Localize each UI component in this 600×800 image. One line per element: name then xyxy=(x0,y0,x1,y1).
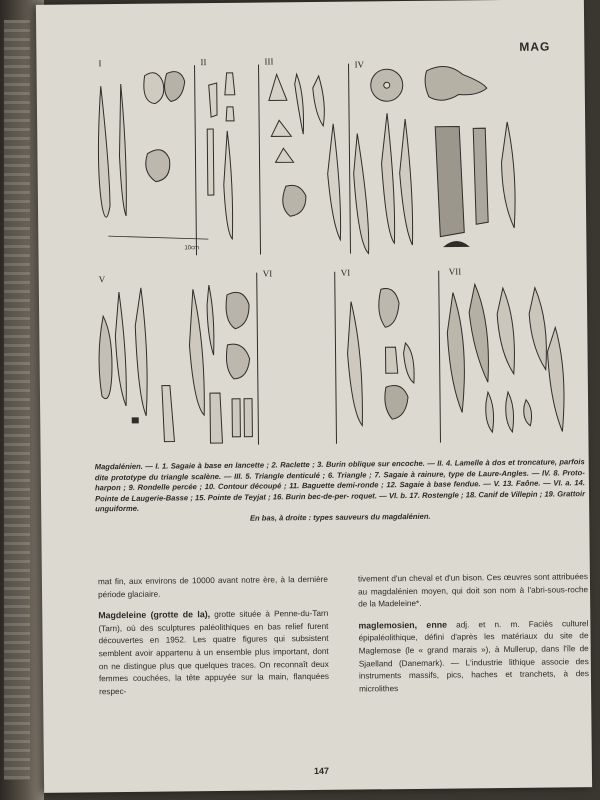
caption-line: scalène. — III. 5. Triangle denticulé ; 6. Triangle ; 7. Sagaie à rainure, type de xyxy=(191,468,479,481)
scale-bar xyxy=(108,235,208,240)
scale-label: 10cm xyxy=(184,245,200,252)
entry-headword: maglemosien, enne xyxy=(358,619,447,631)
artifact-bladelet xyxy=(225,73,235,95)
artifact-point xyxy=(119,84,127,216)
divider xyxy=(335,272,337,444)
artifact-grattoir-unguiforme xyxy=(385,385,408,419)
artifact-bladelet xyxy=(226,107,234,121)
caption-line: Magdalénien. — I. 1. Sagaie à base en lancette ; 2. Raclette ; 3. Burin oblique sur xyxy=(94,459,392,472)
artifact-pointe-teyjat xyxy=(226,344,250,379)
artifact-burin xyxy=(146,150,170,182)
divider xyxy=(257,273,259,445)
artifact-blade xyxy=(529,288,547,370)
artifact-fragment xyxy=(403,343,414,383)
section-label: V xyxy=(98,274,106,285)
entry-body: adj. et n. m. Faciès culturel épipaléolithique, défini d'après les matériaux du site de Maglemose (le « grand marais »), à Mullerup, dans l'île de Sjaelland (Danemark). — L'industrie lithique associe des instruments massifs, pics, haches et tranchets, à des microlithes xyxy=(358,618,589,694)
artifact-baguette-demi-ronde xyxy=(435,126,464,236)
section-label: VI xyxy=(340,267,351,278)
caption-line: Laure-Angles. — IV. 8. Proto-harpon ; 9. Rondelle percée ; 10. Contour découpé ; xyxy=(94,467,585,493)
artifact-fragment xyxy=(244,399,252,437)
artifact-harpoon xyxy=(347,301,363,425)
divider xyxy=(195,65,197,255)
artifact-pointe-laugerie xyxy=(226,292,249,329)
text-column-left xyxy=(98,574,329,707)
artifact-proto-harpoon xyxy=(353,133,369,253)
artifact-flake xyxy=(144,73,164,104)
artifact-plate xyxy=(86,51,590,454)
artifact-triangle xyxy=(275,148,293,162)
artifact-mark xyxy=(132,418,138,423)
plate-caption xyxy=(95,457,586,526)
artifact-point xyxy=(135,288,148,416)
artifact-fragment xyxy=(506,392,514,432)
artifact-harpoon xyxy=(189,289,205,415)
section-label: III xyxy=(264,56,274,67)
caption-line: encoche. — II. 4. Lamelle à dos et troncature, parfois dite prototype du triangle xyxy=(94,457,585,482)
artifact-point xyxy=(295,74,304,134)
caption-last-line: En bas, à droite : types sauveurs du magdalénien. xyxy=(249,511,431,523)
artifact-horse-head-contour xyxy=(425,66,487,100)
entry-body: grotte située à Penne-du-Tarn (Tarn), où des sculptures paléolithiques en bas relief furent découvertes en 1952. Les quatre figures qui subsistent semblent avoir appartenu à un ensemble plus important, dont on ne distingue plus que quelques traces. On reconnaît deux femmes couchées, la tête appuyée sur la main, flanquées respec- xyxy=(98,609,329,697)
text-column-right xyxy=(358,571,589,704)
page-number: 147 xyxy=(313,765,330,777)
running-head: MAG xyxy=(519,39,551,54)
artifact-blade xyxy=(547,327,564,431)
paragraph: mat fin, aux environs de 10000 avant notre ère, à la dernière période glaciaire. xyxy=(97,574,328,599)
artifact-sagaie xyxy=(327,124,341,240)
section-label: VII xyxy=(448,266,462,277)
artifact-baguette xyxy=(381,113,395,243)
artifact-bladelet xyxy=(207,129,214,195)
section-label: II xyxy=(200,57,207,68)
artifact-point xyxy=(207,285,214,355)
artifact-sagaie xyxy=(223,131,233,239)
divider xyxy=(349,64,351,254)
artifact-point xyxy=(313,76,325,126)
artifact-fragment xyxy=(524,400,532,426)
adjacent-page-text-strip xyxy=(4,20,30,780)
artifact-flake xyxy=(283,185,307,216)
artifact-section xyxy=(444,241,468,246)
artifact-baguette xyxy=(399,119,413,245)
artifact-burin xyxy=(210,393,223,443)
caption-line: roquet. — VI. b. 17. Rostengle ; 18. Canif de Villepin ; 19. Grattoir unguiforme. xyxy=(95,488,586,514)
artifact-blade xyxy=(447,292,465,412)
section-label: I xyxy=(98,58,102,69)
artifact-triangle xyxy=(271,120,291,136)
artifact-illustration xyxy=(86,51,590,454)
artifact-faone xyxy=(99,316,113,399)
artifact-point xyxy=(115,292,127,406)
artifact-canif xyxy=(385,347,397,373)
artifact-bladelet xyxy=(209,83,217,117)
dictionary-entry xyxy=(98,607,329,699)
section-label: IV xyxy=(354,59,365,70)
artifact-fragment xyxy=(486,392,494,432)
artifact-sagaie-fendue xyxy=(501,122,515,228)
paragraph: tivement d'un cheval et d'un bison. Ces œuvres sont attribuées au magdalénien moyen, qui doit son nom à l'abri-sous-roche de la Madeleine*. xyxy=(357,572,589,609)
caption-line: 11. Baguette demi-ronde ; 12. Sagaie à base fendue. — V. 13. Faône. — xyxy=(289,478,554,491)
artifact-rostengle xyxy=(379,288,400,327)
artifact-blade xyxy=(497,288,515,374)
book-page xyxy=(36,0,592,793)
dictionary-entry xyxy=(358,617,589,696)
divider xyxy=(259,65,261,255)
divider xyxy=(439,271,441,443)
artifact-fragment xyxy=(232,399,240,437)
artifact-sagaie xyxy=(98,86,110,217)
artifact-triangle xyxy=(269,74,287,100)
artifact-fragment xyxy=(162,385,175,441)
section-label: VI xyxy=(262,268,273,279)
artifact-blade xyxy=(469,284,489,382)
caption-line: VI. a. 14. Pointe de Laugerie-Basse ; 15. Pointe de Teyjat ; 16. Burin bec-de-per- xyxy=(95,478,585,504)
artifact-scraper xyxy=(164,72,185,102)
entry-headword: Magdeleine (grotte de la), xyxy=(98,609,211,621)
artifact-fragment xyxy=(473,128,488,224)
